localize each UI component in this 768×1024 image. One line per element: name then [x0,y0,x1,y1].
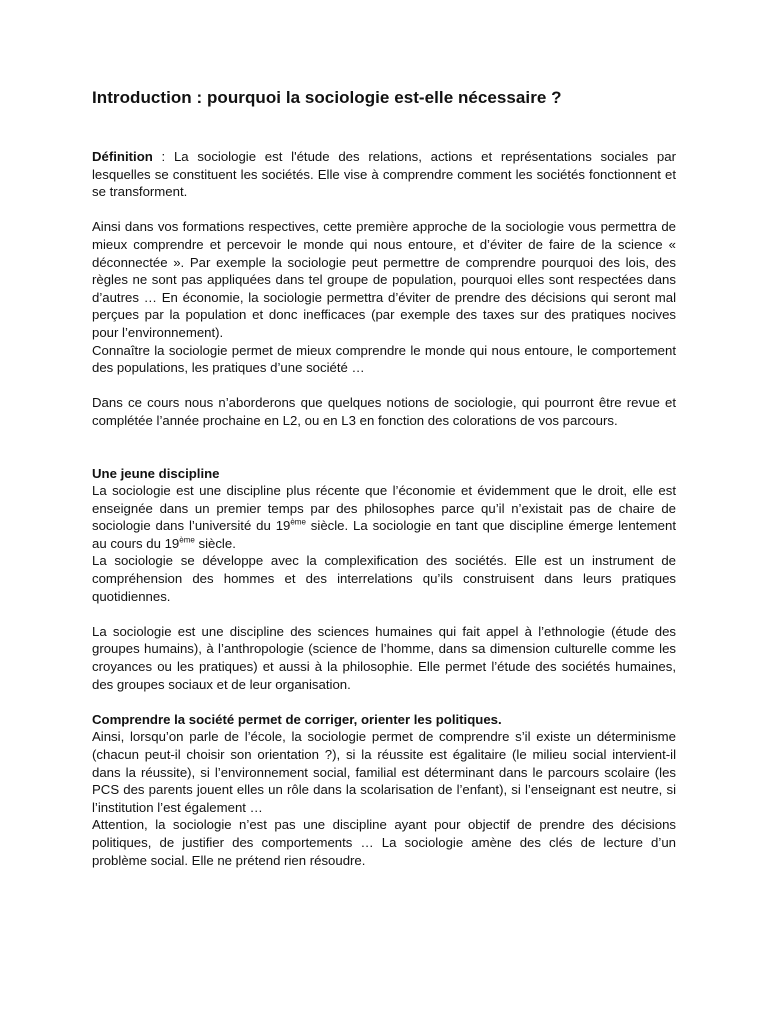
section1-paragraph-1 [92,482,676,552]
intro-paragraph-2: Connaître la sociologie permet de mieux comprendre le monde qui nous entoure, le comportement des populations, les pratiques d’une société … [92,342,676,376]
section1-paragraph-2: La sociologie se développe avec la complexification des sociétés. Elle est un instrument de compréhension des hommes et des interrelations qu’ils construisent dans leurs pratiques quotidiennes. [92,553,676,604]
intro-paragraph-3: Dans ce cours nous n’aborderons que quelques notions de sociologie, qui pourront être revue et complétée l’année prochaine en L2, ou en L3 en fonction des colorations de vos parcours. [92,395,676,428]
page-title: Introduction : pourquoi la sociologie est-elle nécessaire ? [92,88,562,107]
section1-p1-part-c: siècle. [194,535,236,551]
section1-paragraph-3: La sociologie est une discipline des sciences humaines qui fait appel à l’ethnologie (étude des groupes humains), à l’anthropologie (science de l’homme, dans sa dimension culturelle comme les croyances ou les pratiques) et aussi à la philosophie. Elle permet l’étude des sociétés humaines, des groupes sociaux et de leur organisation. [92,623,676,692]
section-heading-comprendre-societe: Comprendre la société permet de corriger, orienter les politiques. [92,711,502,727]
document-page [92,88,676,869]
definition-label: Définition [92,149,153,164]
section2-paragraph-1: Ainsi, lorsqu’on parle de l’école, la sociologie permet de comprendre s’il existe un déterminisme (chacun peut-il choisir son orientation ?), si la réussite est égalitaire (le milieu social intervient-il dans la réussite), si l’environnement social, familial est déterminant dans le parcours scolaire (les PCS des parents jouent elles un rôle dans la scolarisation de l’enfant), si l’enseignant est neutre, si l’institution l’est également … [92,729,676,815]
definition-paragraph [92,148,676,201]
section1-p1-part-a: La sociologie est une discipline plus récente que l’économie et évidemment que le droit, elle est enseignée dans un premier temps par des philosophes parce qu’il n’existait pas de chaire de sociologie dans l’université du 19 [92,483,676,534]
intro-paragraph-1: Ainsi dans vos formations respectives, cette première approche de la sociologie vous permettra de mieux comprendre et percevoir le monde qui nous entoure, et d’éviter de faire de la science « déconnectée ». Par exemple la sociologie peut permettre de comprendre pourquoi des lois, des règles ne sont pas appliquées dans tel groupe de population, pourquoi elles sont respectées dans d’autres … En économie, la sociologie permettra d’éviter de prendre des décisions qui seront mal perçues par la population et donc inefficaces (par exemple des taxes sur des pratiques nocives pour l’environnement). [92,219,676,340]
section-heading-jeune-discipline: Une jeune discipline [92,465,220,481]
superscript-eme-2: ème [179,535,195,545]
section1-p1-part-b: siècle. La sociologie en tant que discipline émerge lentement au cours du 19 [92,518,676,551]
section2-paragraph-2: Attention, la sociologie n’est pas une discipline ayant pour objectif de prendre des décisions politiques, de justifier des comportements … La sociologie amène des clés de lecture d’un problème social. Elle ne prétend rien résoudre. [92,817,676,868]
superscript-eme-1: ème [290,517,306,527]
definition-text: : La sociologie est l'étude des relations, actions et représentations sociales par lesquelles se constituent les sociétés. Elle vise à comprendre comment les sociétés fonctionnent et se transforment. [92,149,676,200]
